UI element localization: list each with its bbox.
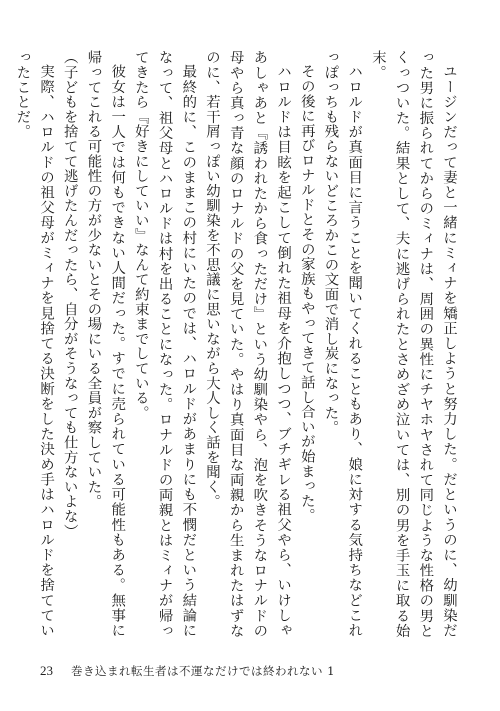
- page-number: 23: [40, 663, 53, 678]
- paragraph-8: 実際、ハロルドの祖父母がミィナを見捨てる決断をした決め手はハロルドを捨てていったことだ。: [14, 50, 55, 638]
- paragraph-5: 最終的に、このままこの村にいたのでは、ハロルドがあまりにも不憫だという結論になって、祖父母とハロルドは村を出ることになった。ロナルドの両親とはミィナが帰ってきたら『好きにしていい』なんて約束までしている。: [132, 50, 197, 638]
- paragraph-6: 彼女は一人では何もできない人間だった。すでに売られている可能性もある。無事に帰ってこれる可能性の方が少ないとその場にいる全員が察していた。: [85, 50, 126, 638]
- paragraph-3: その後に再びロナルドとその家族もやってきて話し合いが始まった。: [298, 64, 315, 524]
- paragraph-1: ユージンだって妻と一緒にミィナを矯正しようと努力した。だというのに、幼馴染だった男に振られてからのミィナは、周囲の異性にチヤホヤされて同じような性格の男とくっついた。結果として、夫に逃げられたとさめざめ泣いては、別の男を手玉に取る始末。: [369, 50, 457, 638]
- vertical-body-text: [14, 50, 460, 638]
- book-title: 巻き込まれ転生者は不運なだけでは終われない 1: [71, 664, 335, 678]
- paragraph-7-thought: （子どもを捨てて逃げたんだったら、自分がそうなっても仕方ないよな）: [61, 50, 78, 539]
- page-footer: [40, 661, 335, 681]
- paragraph-4: ハロルドは目眩を起こして倒れた祖母を介抱しつつ、ブチギレる祖父やら、いけしゃあしゃあと『誘われたから食っただけ』という幼馴染やら、泡を吹きそうなロナルドの母やら真っ青な顔のロナルドの父を見ていた。やはり真面目な両親から生まれたはずなのに、若干屑っぽい幼馴染を不思議に思いながら大人しく話を聞く。: [203, 50, 292, 638]
- paragraph-2: ハロルドが真面目に言うことを聞いてくれることもあり、娘に対する気持ちなどこれっぽっちも残らないどころかこの文面で消し炭になった。: [322, 50, 363, 638]
